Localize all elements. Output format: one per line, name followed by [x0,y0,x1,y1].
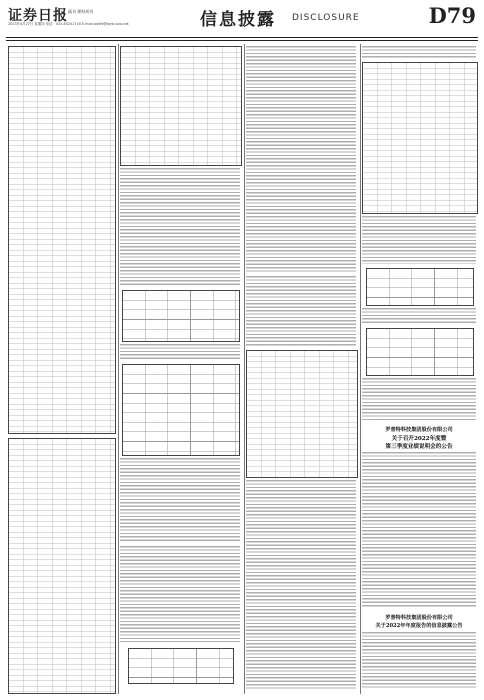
data-table-1 [122,290,240,342]
body-text [246,276,356,346]
body-text [246,46,356,272]
data-table-2 [122,364,240,456]
body-text [120,546,240,642]
column-1 [8,44,116,694]
masthead-rule-thin [6,40,478,41]
shareholding-table [8,46,116,434]
body-text [362,378,476,420]
notice-title-line1: 关于召开2022年度暨 [391,436,447,442]
body-text [120,344,240,360]
newspaper-subtitle: 副刊 理财周刊 [68,9,94,14]
masthead-rule [6,37,478,38]
column-divider [244,44,245,694]
date-line: 2023年4月27日 星期四 电话：010-83251716 E-mail:zqrb9@zqrb.sina.net [8,22,129,26]
masthead [0,0,484,40]
column-4 [362,44,478,694]
body-text [362,308,476,324]
page-number: D79 [428,3,476,28]
notice-company-name: 罗普特科技集团股份有限公司 [385,615,453,621]
notice-body [362,632,476,690]
data-table-4 [246,350,358,478]
column-3 [246,44,358,694]
section-title: 信息披露 [200,10,276,30]
related-party-table [8,438,116,694]
body-text [362,46,476,58]
notice-title: 关于2022年年度报告的信息披露公告 [375,623,463,629]
data-table-5 [362,62,478,214]
column-divider [360,44,361,694]
newspaper-name: 证券日报 [8,8,68,24]
body-text [246,480,356,690]
data-table-6 [366,268,474,306]
body-text [120,458,240,542]
column-divider [118,44,119,694]
notice-title-line2: 第三季度业绩说明会的公告 [385,444,453,450]
data-table-7 [366,328,474,376]
table-continued [120,46,242,166]
notice-company-name: 罗普特科技集团股份有限公司 [385,427,453,433]
column-2 [120,44,242,694]
body-text [120,168,240,286]
data-table-3 [128,648,234,684]
section-title-english: DISCLOSURE [292,13,360,23]
notice-body [362,452,476,608]
body-text [362,216,476,264]
